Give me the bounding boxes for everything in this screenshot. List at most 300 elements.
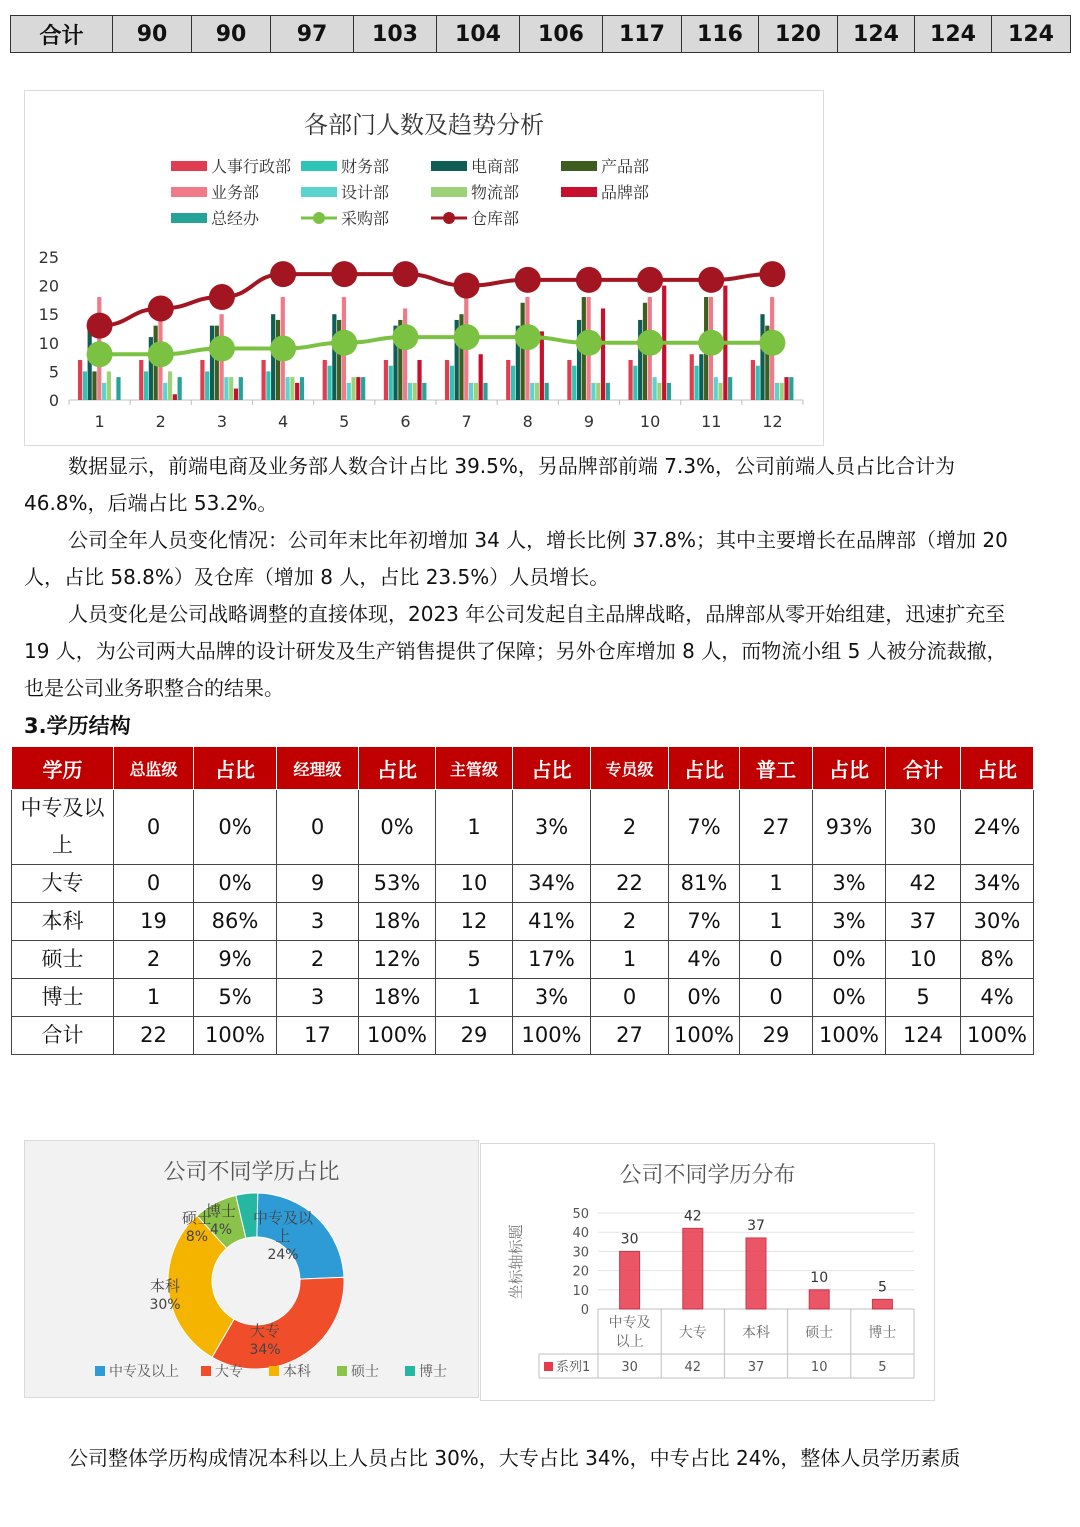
education-cell: 0 — [114, 790, 194, 865]
education-cell: 100% — [669, 1017, 740, 1055]
total-cell: 120 — [759, 16, 838, 53]
education-cell: 0% — [813, 941, 886, 979]
education-cell: 100% — [813, 1017, 886, 1055]
education-row-label: 硕士 — [12, 941, 114, 979]
education-cell: 41% — [513, 903, 591, 941]
series-point — [576, 267, 602, 293]
bar — [521, 303, 525, 400]
education-cell: 3% — [513, 790, 591, 865]
bar — [408, 383, 412, 400]
y-tick-label: 20 — [38, 276, 59, 296]
bar — [535, 383, 539, 400]
bar — [389, 366, 393, 400]
table-value: 42 — [684, 1360, 702, 1375]
x-tick-label: 9 — [583, 412, 595, 431]
bar — [690, 354, 694, 400]
col-header: 主管级 — [436, 747, 513, 790]
education-row-label: 中专及以上 — [12, 790, 114, 865]
col-header: 普工 — [740, 747, 813, 790]
bar — [606, 383, 610, 400]
x-tick-label: 1 — [94, 412, 105, 431]
education-cell: 2 — [114, 941, 194, 979]
bar — [530, 383, 534, 400]
donut-label-name: 博士 — [205, 1202, 237, 1220]
col-header: 经理级 — [277, 747, 359, 790]
donut-slice — [257, 1193, 344, 1279]
bar — [784, 377, 788, 400]
y-tick-label: 25 — [38, 248, 59, 267]
category-label: 博士 — [868, 1325, 897, 1341]
col-header: 总监级 — [114, 747, 194, 790]
legend-label: 业务部 — [211, 183, 260, 202]
education-cell: 17% — [513, 941, 591, 979]
col-header: 占比 — [813, 747, 886, 790]
total-cell: 97 — [271, 16, 354, 53]
legend-label: 物流部 — [471, 183, 520, 202]
bar — [751, 360, 755, 400]
education-cell: 30% — [961, 903, 1034, 941]
education-cell: 18% — [359, 979, 436, 1017]
bar — [683, 1228, 703, 1309]
bar — [657, 383, 661, 400]
series-point — [454, 324, 480, 350]
col-header: 占比 — [513, 747, 591, 790]
education-cell: 18% — [359, 903, 436, 941]
legend-label: 仓库部 — [471, 209, 520, 228]
education-cell: 27 — [591, 1017, 669, 1055]
legend-swatch — [561, 161, 597, 171]
education-cell: 0% — [194, 790, 277, 865]
y-tick-label: 40 — [572, 1226, 589, 1242]
education-cell: 34% — [513, 865, 591, 903]
series-point — [454, 273, 480, 299]
series-point — [759, 330, 785, 356]
legend-swatch — [561, 187, 597, 197]
legend-swatch — [301, 187, 337, 197]
series-point — [148, 295, 174, 321]
series-point — [515, 267, 541, 293]
education-cell: 29 — [436, 1017, 513, 1055]
bar — [210, 326, 214, 400]
donut-label-pct: 8% — [185, 1229, 209, 1245]
bar — [300, 377, 304, 400]
series-point — [392, 324, 418, 350]
education-cell: 37 — [886, 903, 961, 941]
education-cell: 53% — [359, 865, 436, 903]
table-value: 10 — [810, 1360, 828, 1375]
education-cell: 34% — [961, 865, 1034, 903]
bar — [92, 371, 96, 400]
education-cell: 19 — [114, 903, 194, 941]
education-cell: 0 — [591, 979, 669, 1017]
education-row-label: 本科 — [12, 903, 114, 941]
bar-chart-title: 公司不同学历分布 — [619, 1163, 796, 1188]
bar — [332, 314, 336, 400]
bar — [107, 371, 111, 400]
education-row — [12, 865, 1034, 903]
bar — [780, 383, 784, 400]
bar — [718, 383, 722, 400]
bar — [417, 360, 421, 400]
legend-label: 产品部 — [601, 157, 650, 176]
education-cell: 93% — [813, 790, 886, 865]
education-cell: 29 — [740, 1017, 813, 1055]
education-cell: 81% — [669, 865, 740, 903]
education-row — [12, 903, 1034, 941]
bar — [620, 1251, 640, 1309]
y-axis-title: 坐标轴标题 — [507, 1224, 525, 1300]
bottom-paragraph-wrap — [24, 1440, 1024, 1477]
education-cell: 9% — [194, 941, 277, 979]
education-cell: 22 — [591, 865, 669, 903]
education-cell: 2 — [591, 903, 669, 941]
education-cell: 4% — [961, 979, 1034, 1017]
donut-chart-title: 公司不同学历占比 — [163, 1160, 340, 1185]
education-cell: 1 — [436, 790, 513, 865]
bar — [384, 360, 388, 400]
bar — [327, 366, 331, 400]
education-cell: 7% — [669, 903, 740, 941]
x-tick-label: 10 — [639, 412, 661, 431]
legend-swatch — [301, 161, 337, 171]
col-header: 占比 — [359, 747, 436, 790]
bar — [872, 1299, 892, 1309]
series-point — [698, 330, 724, 356]
legend-label: 人事行政部 — [211, 157, 292, 176]
legend-label: 品牌部 — [601, 183, 650, 202]
bar — [577, 320, 581, 400]
y-tick-label: 30 — [572, 1245, 589, 1261]
bar — [361, 377, 365, 400]
series-line — [100, 274, 773, 325]
legend-swatch — [171, 187, 207, 197]
series-point — [576, 330, 602, 356]
donut-chart-svg — [25, 1141, 478, 1397]
x-tick-label: 12 — [762, 412, 783, 431]
education-cell: 22 — [114, 1017, 194, 1055]
series-point — [515, 324, 541, 350]
series-point — [392, 261, 418, 287]
education-cell: 17 — [277, 1017, 359, 1055]
education-cell: 30 — [886, 790, 961, 865]
education-cell: 3% — [513, 979, 591, 1017]
bar — [775, 383, 779, 400]
legend-label: 硕士 — [351, 1364, 379, 1380]
dept-trend-chart — [24, 90, 824, 446]
bar — [445, 360, 449, 400]
total-cell: 124 — [915, 16, 992, 53]
bar — [356, 377, 360, 400]
paragraph-1: 数据显示，前端电商及业务部人数合计占比 39.5%，另品牌部前端 7.3%，公司前端人员占比合计为 46.8%，后端占比 53.2%。 — [24, 454, 956, 515]
education-cell: 10 — [436, 865, 513, 903]
donut-label-name2: 上 — [275, 1227, 291, 1245]
legend-label: 大专 — [215, 1364, 243, 1380]
total-cell: 117 — [603, 16, 682, 53]
education-cell: 100% — [513, 1017, 591, 1055]
bar — [234, 389, 238, 400]
total-cell: 106 — [520, 16, 603, 53]
education-cell: 1 — [740, 865, 813, 903]
education-cell: 3% — [813, 903, 886, 941]
education-cell: 2 — [591, 790, 669, 865]
education-cell: 4% — [669, 941, 740, 979]
series-point — [637, 330, 663, 356]
bar — [102, 383, 106, 400]
bar — [116, 377, 120, 400]
bar — [205, 371, 209, 400]
legend-swatch — [405, 1366, 415, 1376]
bar — [714, 377, 718, 400]
donut-label-name: 大专 — [249, 1322, 281, 1340]
bar — [347, 383, 351, 400]
data-label: 30 — [620, 1231, 639, 1248]
series-point — [270, 336, 296, 362]
col-header: 占比 — [961, 747, 1034, 790]
bar — [572, 366, 576, 400]
bar — [173, 394, 177, 400]
table-value: 37 — [747, 1360, 765, 1375]
bar — [511, 366, 515, 400]
bar — [540, 331, 544, 400]
analysis-paragraphs — [24, 448, 1024, 707]
category-label — [609, 1314, 651, 1350]
paragraph-2: 公司全年人员变化情况：公司年末比年初增加 34 人，增长比例 37.8%；其中主要增长在品牌部（增加 20 人，占比 58.8%）及仓库（增加 8 人，占比 23.5%）人员增长。 — [24, 528, 1008, 589]
edu-donut-chart — [24, 1140, 479, 1398]
series-point — [331, 330, 357, 356]
y-tick-label: 50 — [572, 1207, 589, 1222]
series-point — [87, 313, 113, 339]
bar — [351, 377, 355, 400]
col-header: 占比 — [194, 747, 277, 790]
bar — [567, 360, 571, 400]
x-tick-label: 7 — [461, 412, 472, 431]
series-point — [637, 267, 663, 293]
bar — [83, 371, 87, 400]
data-label: 5 — [877, 1279, 887, 1296]
bar — [638, 320, 642, 400]
x-tick-label: 2 — [155, 412, 166, 431]
bar — [413, 383, 417, 400]
x-tick-label: 3 — [216, 412, 228, 431]
education-cell: 27 — [740, 790, 813, 865]
donut-label-name: 本科 — [149, 1277, 181, 1295]
bar — [746, 1238, 766, 1309]
education-cell: 0 — [114, 865, 194, 903]
education-row — [12, 1017, 1034, 1055]
total-cell: 90 — [113, 16, 192, 53]
education-row-label: 合计 — [12, 1017, 114, 1055]
bar — [144, 371, 148, 400]
education-cell: 5 — [436, 941, 513, 979]
bar — [789, 377, 793, 400]
education-cell: 0 — [740, 979, 813, 1017]
data-label: 10 — [810, 1269, 829, 1286]
education-cell: 1 — [114, 979, 194, 1017]
bar — [290, 377, 294, 400]
education-cell: 7% — [669, 790, 740, 865]
category-label: 硕士 — [805, 1325, 834, 1341]
bar — [633, 366, 637, 400]
y-tick-label: 0 — [580, 1303, 589, 1318]
education-cell: 10 — [886, 941, 961, 979]
bar — [596, 383, 600, 400]
y-tick-label: 0 — [48, 391, 59, 410]
legend-label: 本科 — [283, 1364, 311, 1380]
education-cell: 8% — [961, 941, 1034, 979]
bar — [323, 360, 327, 400]
total-label: 合计 — [11, 16, 113, 53]
legend-label: 采购部 — [341, 209, 390, 228]
y-tick-label: 10 — [572, 1283, 589, 1299]
education-row-label: 大专 — [12, 865, 114, 903]
bar — [229, 377, 233, 400]
edu-bar-chart — [480, 1143, 935, 1401]
education-row — [12, 941, 1034, 979]
education-cell: 0 — [740, 941, 813, 979]
y-tick-label: 5 — [48, 362, 59, 382]
education-cell: 86% — [194, 903, 277, 941]
education-cell: 3% — [813, 865, 886, 903]
dept-chart-svg — [25, 91, 823, 445]
bar — [652, 377, 656, 400]
bar — [178, 377, 182, 400]
education-cell: 0 — [277, 790, 359, 865]
bottom-paragraph: 公司整体学历构成情况本科以上人员占比 30%，大专占比 34%，中专占比 24%，整体人员学历素质 — [68, 1446, 961, 1470]
education-cell: 100% — [359, 1017, 436, 1055]
legend-swatch — [269, 1366, 279, 1376]
legend-swatch — [337, 1366, 347, 1376]
education-cell: 5% — [194, 979, 277, 1017]
education-row-label: 博士 — [12, 979, 114, 1017]
education-cell: 100% — [961, 1017, 1034, 1055]
bar — [506, 360, 510, 400]
x-tick-label: 11 — [701, 412, 722, 431]
bar — [591, 383, 595, 400]
education-row — [12, 979, 1034, 1017]
legend-swatch — [171, 213, 207, 223]
bar — [285, 377, 289, 400]
bar — [239, 377, 243, 400]
bar — [163, 383, 167, 400]
y-tick-label: 10 — [38, 333, 59, 353]
total-row-table — [10, 15, 1071, 53]
col-header: 占比 — [669, 747, 740, 790]
bar — [224, 377, 228, 400]
legend-swatch — [171, 161, 207, 171]
x-tick-label: 6 — [400, 412, 411, 431]
bar — [601, 308, 605, 400]
bar — [78, 360, 82, 400]
education-cell: 5 — [886, 979, 961, 1017]
bar — [479, 354, 483, 400]
category-label-text: 中专及以上 — [608, 1315, 651, 1350]
bar — [139, 360, 143, 400]
category-label: 本科 — [742, 1325, 770, 1341]
bar — [422, 383, 426, 400]
table-value: 30 — [621, 1360, 638, 1375]
paragraph-3: 人员变化是公司战略调整的直接体现，2023 年公司发起自主品牌战略，品牌部从零开始组建，迅速扩充至 19 人，为公司两大品牌的设计研发及生产销售提供了保障；另外仓库增加 8 人，而物流小组 5 人被分流裁撤，也是公司业务职整合的结果。 — [24, 602, 1007, 700]
section-heading: 3.学历结构 — [24, 714, 131, 738]
donut-label-name: 中专及以 — [252, 1209, 314, 1227]
education-cell: 3 — [277, 979, 359, 1017]
education-cell: 0% — [669, 979, 740, 1017]
education-table-body — [12, 790, 1034, 1055]
x-tick-label: 8 — [522, 412, 533, 431]
table-value: 5 — [878, 1360, 887, 1375]
bar — [295, 383, 299, 400]
education-cell: 42 — [886, 865, 961, 903]
total-cell: 90 — [192, 16, 271, 53]
bar — [261, 360, 265, 400]
legend-swatch — [431, 187, 467, 197]
bar — [200, 360, 204, 400]
data-label: 37 — [747, 1217, 765, 1234]
education-cell: 124 — [886, 1017, 961, 1055]
total-cell: 124 — [992, 16, 1071, 53]
legend-swatch — [431, 161, 467, 171]
y-tick-label: 20 — [572, 1264, 589, 1280]
education-cell: 3 — [277, 903, 359, 941]
education-header-row — [12, 747, 1034, 790]
bar — [760, 314, 764, 400]
dept-chart-title: 各部门人数及趋势分析 — [304, 111, 544, 139]
education-cell: 0% — [194, 865, 277, 903]
legend-marker — [443, 212, 455, 224]
donut-label-pct: 24% — [267, 1247, 299, 1263]
series-name: 系列1 — [556, 1360, 591, 1375]
bar-chart-svg — [481, 1144, 934, 1400]
legend-swatch — [95, 1366, 105, 1376]
col-header: 学历 — [12, 747, 114, 790]
bar — [403, 308, 407, 400]
y-tick-label: 15 — [38, 305, 59, 325]
x-tick-label: 4 — [277, 412, 289, 431]
legend-label: 博士 — [419, 1364, 447, 1380]
col-header: 合计 — [886, 747, 961, 790]
donut-label-pct: 34% — [249, 1342, 281, 1358]
bar — [699, 354, 703, 400]
bar — [168, 371, 172, 400]
legend-label: 设计部 — [341, 183, 390, 202]
bar — [809, 1290, 829, 1309]
legend-label: 总经办 — [211, 209, 260, 228]
bar — [469, 383, 473, 400]
total-row — [11, 16, 1071, 53]
education-table — [11, 746, 1034, 1055]
donut-label-pct: 4% — [209, 1222, 233, 1238]
series-line — [100, 337, 773, 354]
legend-swatch — [201, 1366, 211, 1376]
bar — [474, 383, 478, 400]
bar — [450, 366, 454, 400]
series-point — [148, 341, 174, 367]
col-header: 专员级 — [591, 747, 669, 790]
bar — [694, 366, 698, 400]
series-point — [209, 284, 235, 310]
education-cell: 1 — [436, 979, 513, 1017]
bar — [728, 377, 732, 400]
total-cell: 116 — [682, 16, 759, 53]
legend-label: 电商部 — [471, 157, 520, 176]
bar — [266, 371, 270, 400]
education-cell: 12% — [359, 941, 436, 979]
series-point — [209, 336, 235, 362]
series-point — [87, 341, 113, 367]
series-point — [270, 261, 296, 287]
bar — [756, 366, 760, 400]
education-cell: 1 — [591, 941, 669, 979]
series-point — [759, 261, 785, 287]
